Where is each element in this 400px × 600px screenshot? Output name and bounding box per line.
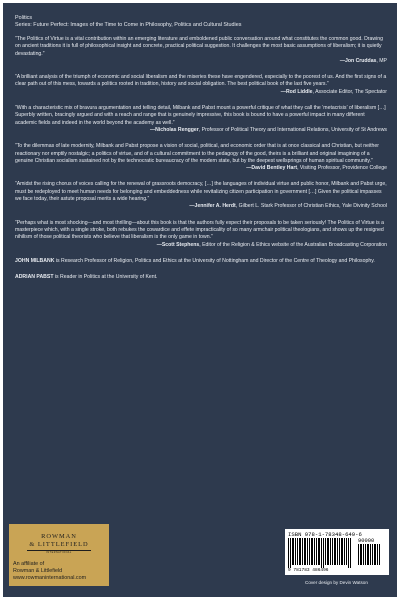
- endorsement-quote: [15, 105, 387, 134]
- endorsement-quote: [15, 74, 387, 96]
- publisher-website-link[interactable]: www.rowmaninternational.com: [13, 575, 87, 581]
- quote-attribution: —Rod Liddle: [280, 88, 313, 95]
- author-bio: [15, 274, 387, 281]
- publisher-name-line1: ROWMAN: [41, 533, 77, 540]
- endorsement-quote: [15, 181, 387, 210]
- cover-design-credit: Cover design by Devin Watson: [305, 580, 368, 585]
- publisher-name-line2: & LITTLEFIELD: [29, 541, 89, 548]
- quote-role: , Associate Editor, The Spectator: [312, 88, 387, 95]
- quote-role: , MP: [376, 57, 387, 64]
- quote-attribution-line: [15, 127, 387, 134]
- quote-text: “Amidst the rising chorus of voices calling for the renewal of grassroots democracy, […] the languages of individual virtue and public honor, Milbank and Pabst urge, must be redeployed to meet human needs for belonging and embeddedness while revitalizing citizen participation in government […] Given the political impasses we face today, their astute proposal merits a wide hearing.”: [15, 181, 387, 203]
- series-label: Series: Future Perfect: Images of the Time to Come in Philosophy, Politics and Cultural Studies: [15, 22, 242, 28]
- quote-attribution: —Nicholas Rengger: [149, 126, 199, 133]
- quote-text: “A brilliant analysis of the triumph of economic and social liberalism and the miseries these have engendered, especially to the poorest of us. And the first signs of a clear path out of this mess, towards a politics rooted in tradition, history and social obligation. The best political book of the last five years.”: [15, 74, 387, 88]
- cover-text: [15, 15, 387, 290]
- quote-attribution-line: [15, 165, 387, 172]
- endorsement-quote: [15, 220, 387, 249]
- publisher-affiliate-line2: Rowman & Littlefield: [13, 568, 63, 574]
- quote-role: , Gilbert L. Stark Professor of Christian Ethics, Yale Divinity School: [235, 203, 387, 210]
- quote-role: , Visiting Professor, Providence College: [297, 165, 387, 172]
- author-name: JOHN MILBANK: [15, 257, 55, 264]
- quote-attribution-line: [15, 58, 387, 65]
- author-name: ADRIAN PABST: [15, 274, 54, 281]
- isbn-barcode: [285, 529, 389, 575]
- isbn-number: ISBN 978-1-78348-649-6: [288, 531, 362, 538]
- author-bio-text: is Research Professor of Religion, Politics and Ethics at the University of Nottingham and Director of the Centre of Theology and Philosophy.: [54, 257, 375, 264]
- barcode-icon: [288, 538, 386, 572]
- price-code: 90000: [358, 538, 375, 544]
- quote-attribution-line: [15, 242, 387, 249]
- quote-attribution-line: [15, 203, 387, 210]
- endorsement-quote: [15, 36, 387, 65]
- quote-role: , Professor of Political Theory and International Relations, University of St Andrews: [198, 126, 387, 133]
- quote-text: “To the dilemmas of late modernity, Milbank and Pabst propose a vision of social, political, and economic order that is at once classical and Christian, but neither reactionary nor emptily nostalgic; a politics of virtue, and of a cultural commitment to the pedagogy of the good, theirs is a brilliant and original imagining of a genuine Christian socialism sustained not by the technocratic bureaucracy of the modern state, but by the deepest wellsprings of human spiritual community.”: [15, 143, 379, 164]
- publisher-affiliate-line1: An affiliate of: [13, 561, 45, 567]
- quote-attribution: —Scott Stephens: [156, 241, 200, 248]
- quote-text: “Perhaps what is most shocking—and most thrilling—about this book is that the authors fully expect their proposals to be taken seriously! The Politics of Virtue is a masterpiece which, with a single stroke, both rebukes the cowardice and effete impracticality of so many armchair political theologians, and shows up the resigned nihilism of those political theorists who believe that liberalism is the only game in town.”: [15, 219, 384, 241]
- publisher-name-line3: INTERNATIONAL: [46, 551, 72, 554]
- quote-text: “With a characteristic mix of bravura argumentation and telling detail, Milbank and Pabst mount a powerful critique of what they call the ‘metacrisis’ of liberalism […] Superbly written, bracingly argued and with a reach and range that is genuinely impressive, this book is bound to have a powerful impact in many different academic fields and indeed in the world beyond the academy as well.”: [15, 105, 386, 126]
- back-cover: [3, 3, 397, 597]
- quote-attribution: —Jennifer A. Herdt: [189, 203, 236, 210]
- quote-attribution: —Jon Cruddas: [339, 57, 377, 64]
- quote-role: , Editor of the Religion & Ethics website of the Australian Broadcasting Corporation: [199, 241, 387, 248]
- author-bio-text: is Reader in Politics at the University of Kent.: [53, 274, 158, 281]
- endorsement-quote: [15, 143, 387, 172]
- quote-text: “The Politics of Virtue is a vital contribution within an emerging literature and emboldened public conversation around what constitutes the common good. Drawing on ancient traditions it is full of philosophical insight and concrete, practical political suggestion. It challenges the most basic assumptions of liberalism; it is quietly devastating.”: [15, 36, 383, 57]
- publisher-logo-box: [9, 524, 109, 586]
- barcode-digits: 9 781783 486496: [288, 568, 329, 572]
- author-bio: [15, 258, 387, 265]
- quote-attribution-line: [15, 89, 387, 96]
- subject-label: Politics: [15, 15, 33, 21]
- quote-attribution: —David Bentley Hart: [246, 165, 298, 172]
